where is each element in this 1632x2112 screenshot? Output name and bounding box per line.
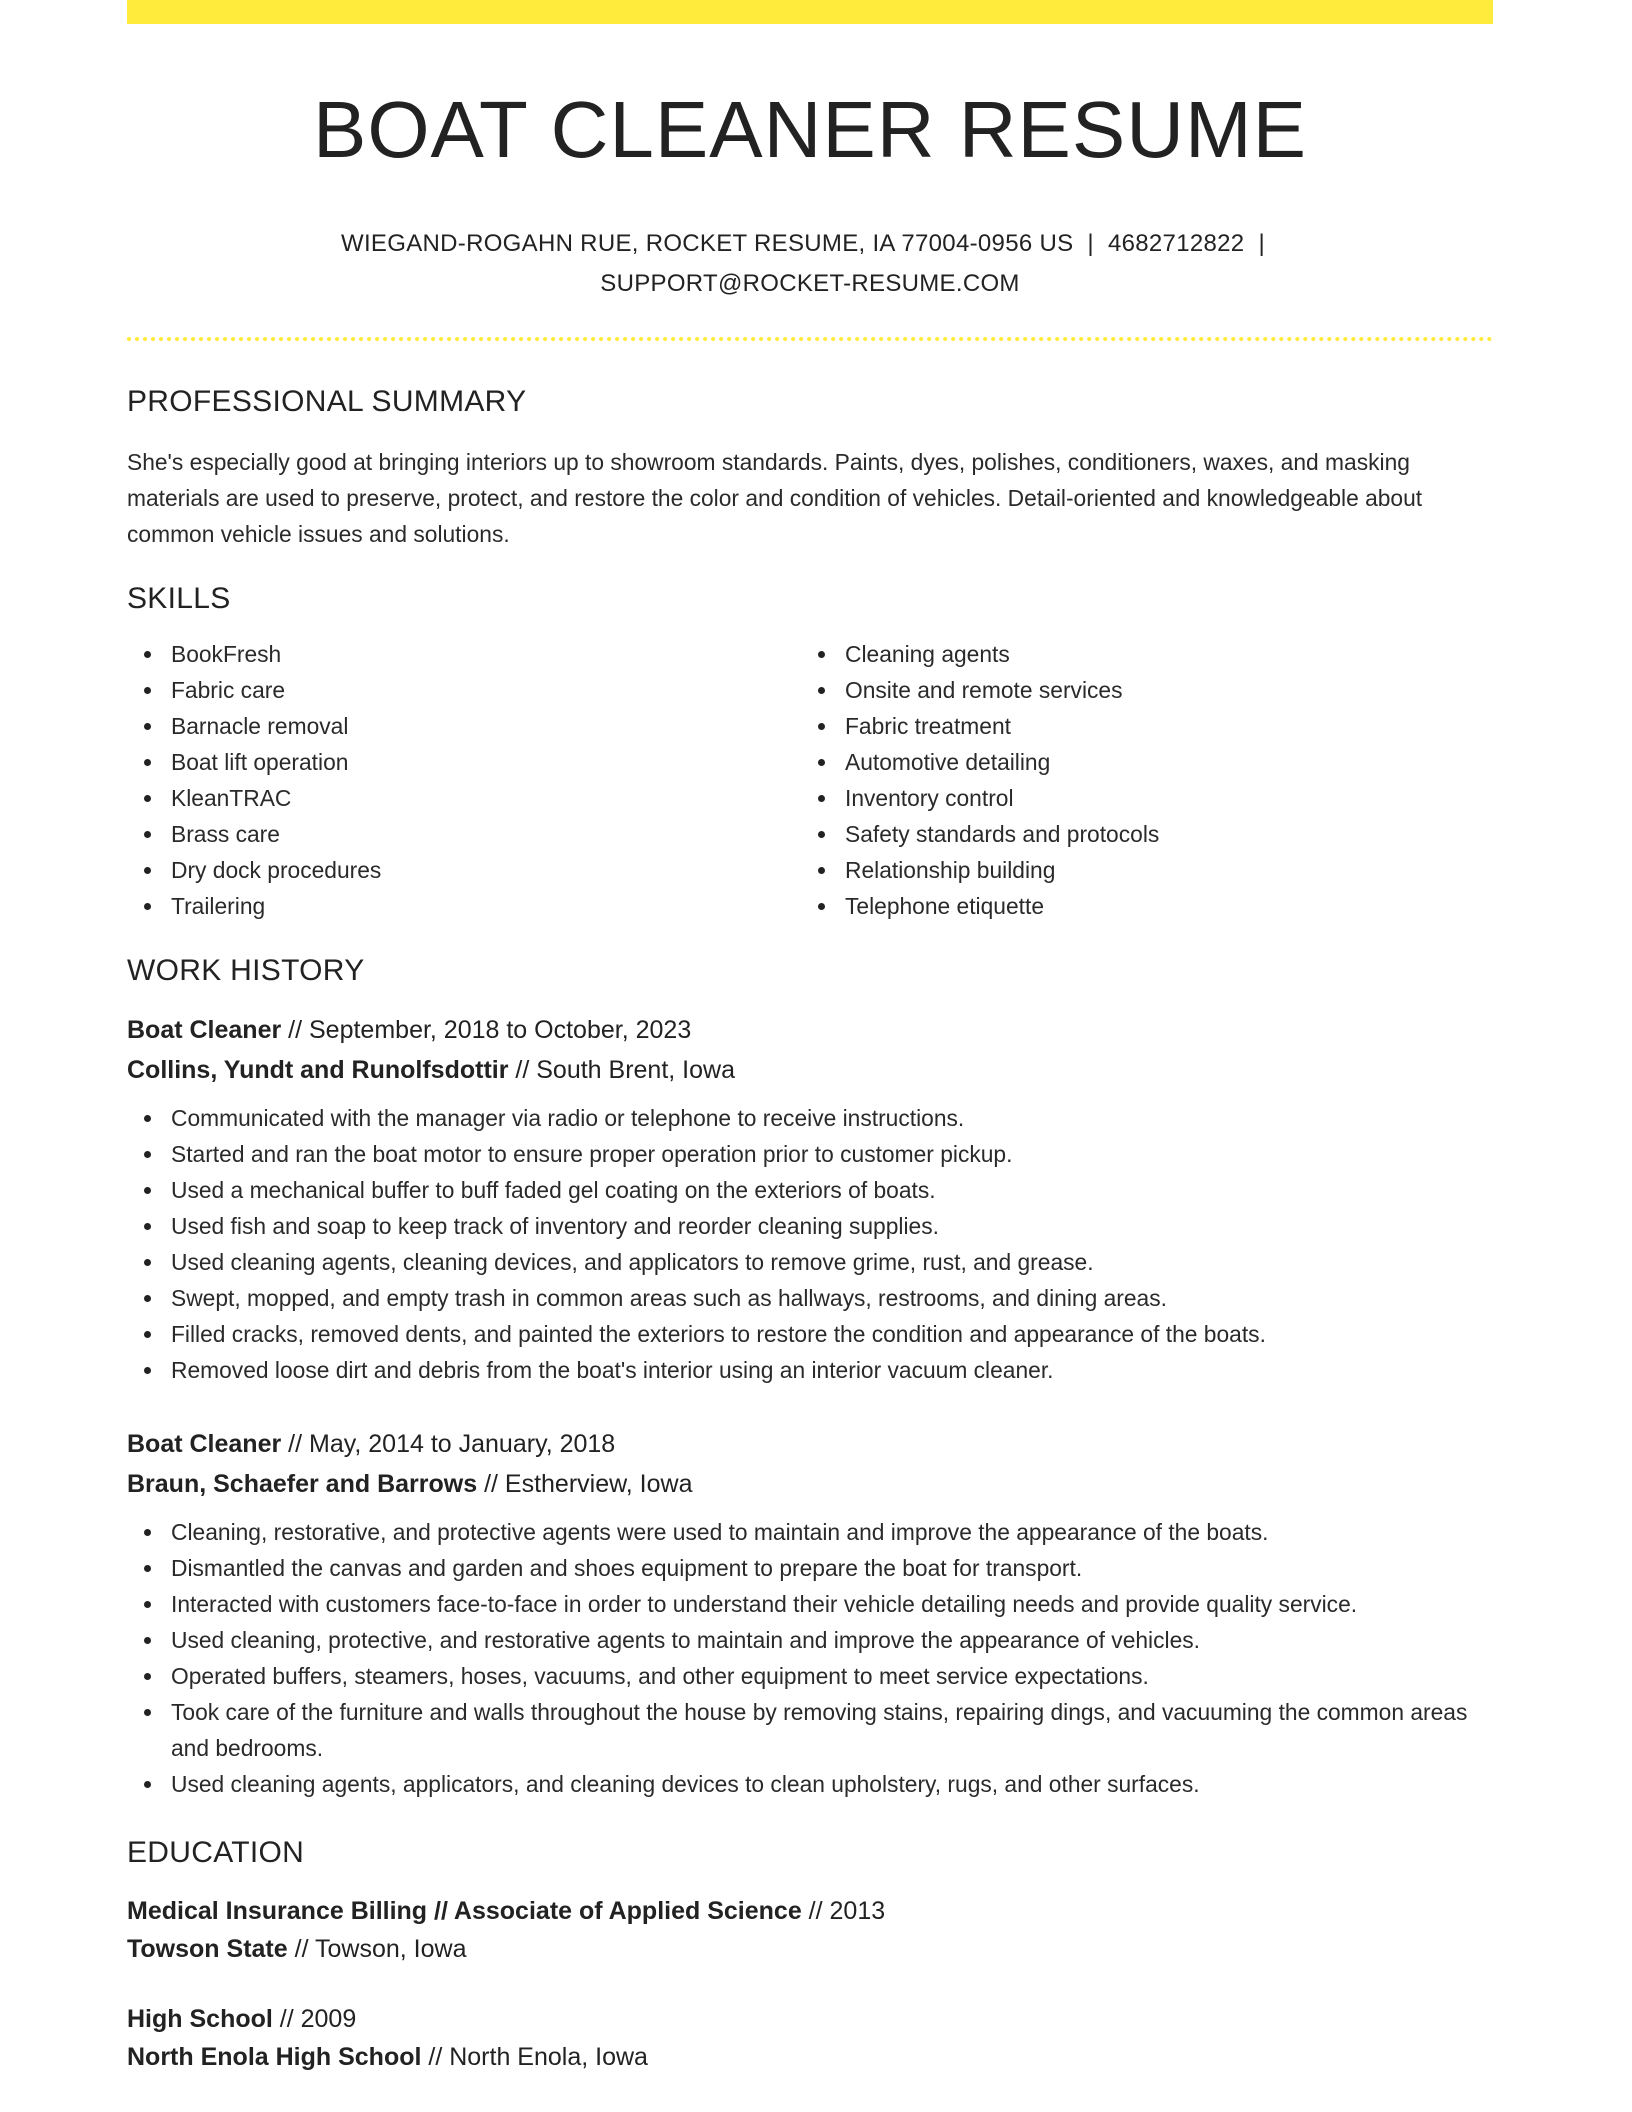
job-duty: Started and ran the boat motor to ensure proper operation prior to customer pickup.: [127, 1136, 1493, 1172]
skill-item: Barnacle removal: [127, 708, 801, 744]
skill-item: Fabric care: [127, 672, 801, 708]
job-duty: Filled cracks, removed dents, and painted the exteriors to restore the condition and appearance of the boats.: [127, 1316, 1493, 1352]
job-duty: Dismantled the canvas and garden and shoes equipment to prepare the boat for transport.: [127, 1550, 1493, 1586]
job-company-line: [127, 1050, 1493, 1090]
skill-item: Boat lift operation: [127, 744, 801, 780]
skill-item: Trailering: [127, 888, 801, 924]
job-duty: Interacted with customers face-to-face in order to understand their vehicle detailing needs and provide quality service.: [127, 1586, 1493, 1622]
skills-heading: SKILLS: [127, 582, 231, 615]
job-dates: // September, 2018 to October, 2023: [281, 1016, 692, 1044]
education-degree-line: [127, 1892, 1493, 1930]
education-school: North Enola High School: [127, 2043, 422, 2071]
job-dates: // May, 2014 to January, 2018: [281, 1430, 616, 1458]
education-heading: EDUCATION: [127, 1836, 305, 1869]
job-duty: Used fish and soap to keep track of inventory and reorder cleaning supplies.: [127, 1208, 1493, 1244]
contact-separator: |: [1258, 230, 1265, 257]
contact-line-2: [127, 264, 1493, 304]
dotted-divider: [127, 337, 1493, 341]
job-location: // South Brent, Iowa: [508, 1056, 735, 1084]
education-year: // 2009: [272, 2005, 357, 2033]
education-entry: [127, 1892, 1493, 1968]
job-entry: [127, 1424, 1493, 1802]
job-duties: [127, 1100, 1493, 1388]
summary-heading: PROFESSIONAL SUMMARY: [127, 385, 527, 418]
job-company: Braun, Schaefer and Barrows: [127, 1470, 478, 1498]
education-entry: [127, 2000, 1493, 2076]
resume-title: BOAT CLEANER RESUME: [312, 85, 1308, 174]
contact-info: [127, 224, 1493, 304]
job-entry: [127, 1010, 1493, 1388]
email[interactable]: SUPPORT@ROCKET-RESUME.COM: [600, 270, 1020, 297]
work-history-heading: WORK HISTORY: [127, 954, 365, 987]
contact-separator: |: [1087, 230, 1094, 257]
job-duty: Cleaning, restorative, and protective agents were used to maintain and improve the appearance of the boats.: [127, 1514, 1493, 1550]
skills-column-right: [801, 636, 1475, 924]
job-duties: [127, 1514, 1493, 1802]
skill-item: Brass care: [127, 816, 801, 852]
job-duty: Used cleaning, protective, and restorative agents to maintain and improve the appearance of vehicles.: [127, 1622, 1493, 1658]
skills-column-left: [127, 636, 801, 924]
job-title: Boat Cleaner: [127, 1016, 282, 1044]
skill-item: Cleaning agents: [801, 636, 1475, 672]
job-duty: Communicated with the manager via radio or telephone to receive instructions.: [127, 1100, 1493, 1136]
job-duty: Removed loose dirt and debris from the boat's interior using an interior vacuum cleaner.: [127, 1352, 1493, 1388]
job-duty: Used cleaning agents, applicators, and cleaning devices to clean upholstery, rugs, and other surfaces.: [127, 1766, 1493, 1802]
education-school-line: [127, 2038, 1493, 2076]
job-duty: Used cleaning agents, cleaning devices, and applicators to remove grime, rust, and grease.: [127, 1244, 1493, 1280]
skill-item: Automotive detailing: [801, 744, 1475, 780]
skill-item: Fabric treatment: [801, 708, 1475, 744]
skills-grid: [127, 636, 1493, 924]
job-title: Boat Cleaner: [127, 1430, 282, 1458]
job-company: Collins, Yundt and Runolfsdottir: [127, 1056, 509, 1084]
education-school-line: [127, 1930, 1493, 1968]
education-degree: Medical Insurance Billing // Associate of Applied Science: [127, 1897, 802, 1925]
education-degree-line: [127, 2000, 1493, 2038]
job-duty: Took care of the furniture and walls throughout the house by removing stains, repairing dings, and vacuuming the common areas and bedrooms.: [127, 1694, 1493, 1766]
job-title-line: [127, 1424, 1493, 1464]
skill-item: Relationship building: [801, 852, 1475, 888]
job-duty: Operated buffers, steamers, hoses, vacuums, and other equipment to meet service expectations.: [127, 1658, 1493, 1694]
education-degree: High School: [127, 2005, 273, 2033]
phone: 4682712822: [1107, 230, 1245, 257]
address: WIEGAND-ROGAHN RUE, ROCKET RESUME, IA 77004-0956 US: [341, 230, 1074, 257]
summary-text: She's especially good at bringing interiors up to showroom standards. Paints, dyes, polishes, conditioners, waxes, and masking materials are used to preserve, protect, and restore the color and condition of vehicles. Detail-oriented and knowledgeable about common vehicle issues and solutions.: [127, 449, 1423, 547]
skill-item: Telephone etiquette: [801, 888, 1475, 924]
skill-item: BookFresh: [127, 636, 801, 672]
job-duty: Swept, mopped, and empty trash in common areas such as hallways, restrooms, and dining areas.: [127, 1280, 1493, 1316]
contact-line-1: [127, 224, 1493, 264]
education-location: // Towson, Iowa: [287, 1935, 467, 1963]
education-school: Towson State: [127, 1935, 288, 1963]
skill-item: Inventory control: [801, 780, 1475, 816]
skill-item: Onsite and remote services: [801, 672, 1475, 708]
accent-top-bar: [127, 0, 1493, 24]
job-title-line: [127, 1010, 1493, 1050]
job-duty: Used a mechanical buffer to buff faded gel coating on the exteriors of boats.: [127, 1172, 1493, 1208]
education-location: // North Enola, Iowa: [421, 2043, 648, 2071]
skill-item: KleanTRAC: [127, 780, 801, 816]
skill-item: Dry dock procedures: [127, 852, 801, 888]
resume-page: [127, 0, 1493, 2076]
job-company-line: [127, 1464, 1493, 1504]
skill-item: Safety standards and protocols: [801, 816, 1475, 852]
education-year: // 2013: [801, 1897, 886, 1925]
job-location: // Estherview, Iowa: [477, 1470, 693, 1498]
